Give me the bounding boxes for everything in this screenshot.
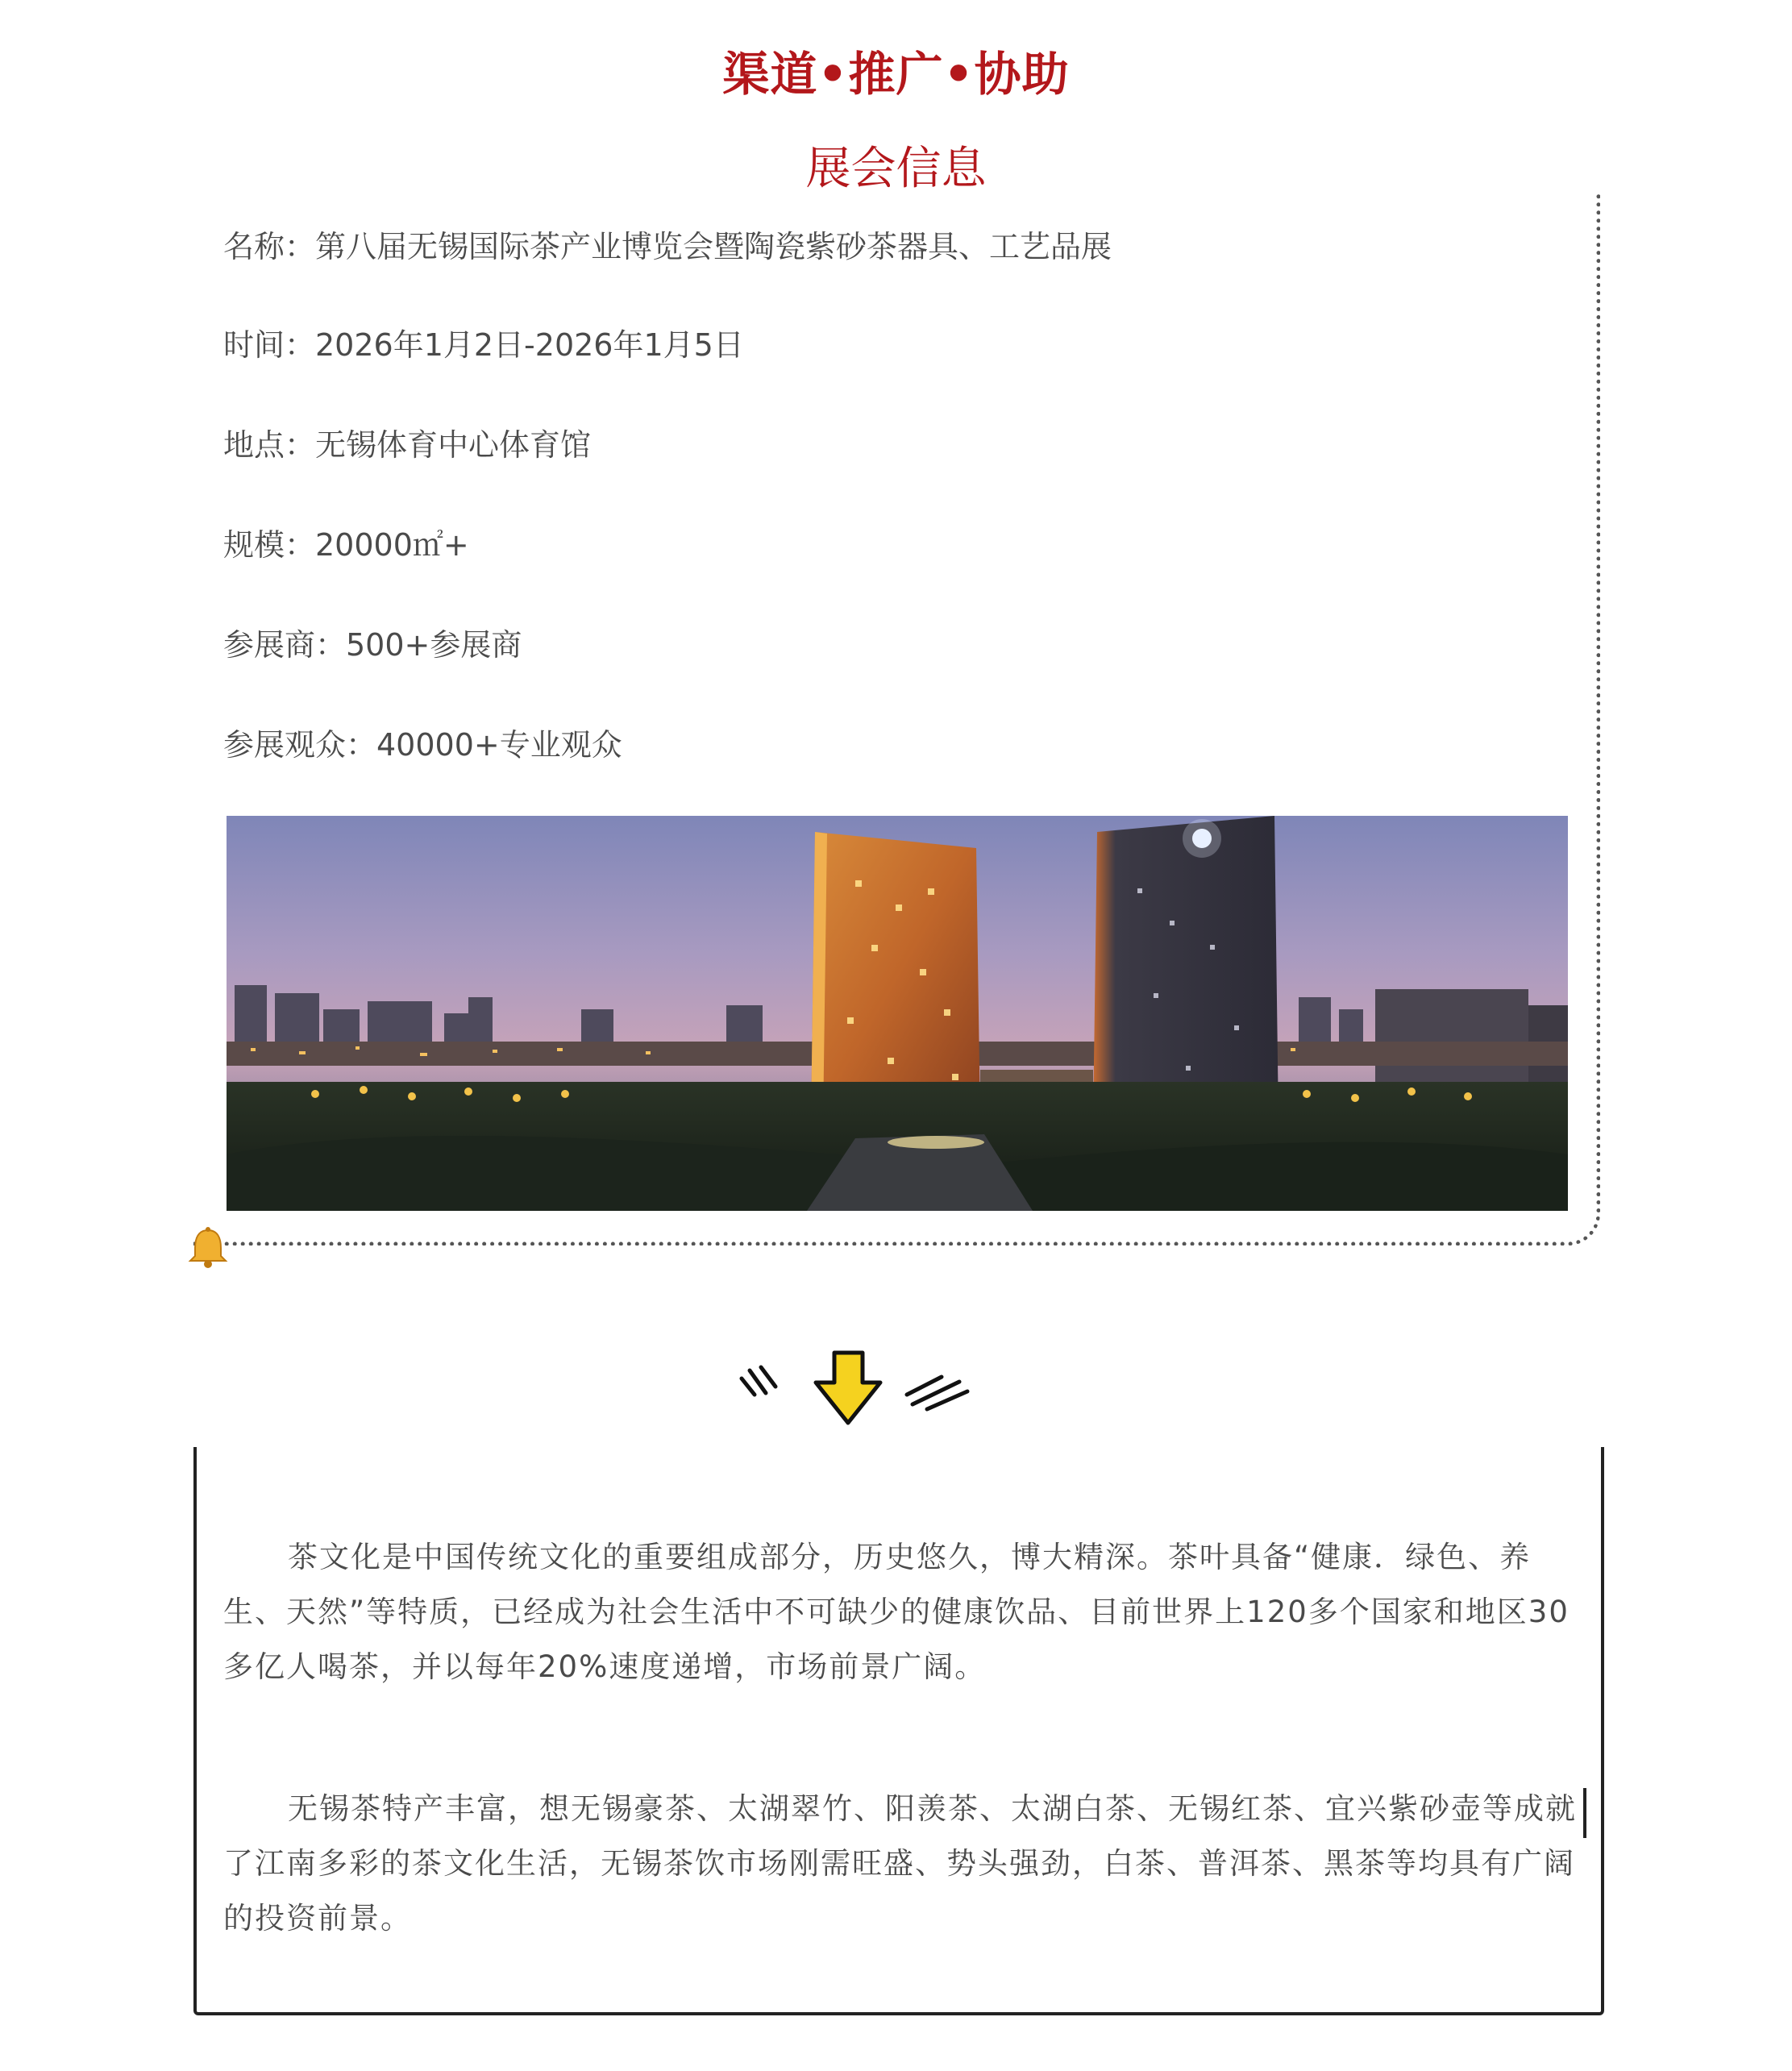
exhibition-time: 时间：2026年1月2日-2026年1月5日 — [223, 327, 744, 363]
article-paragraph-2: 无锡茶特产丰富，想无锡豪茶、太湖翠竹、阳羡茶、太湖白茶、无锡红茶、宜兴紫砂壶等成就了江南多彩的茶文化生活，无锡茶饮市场刚需旺盛、势头强劲，白茶、普洱茶、黑茶等均具有广阔的投资前景。 — [223, 1791, 1577, 1936]
exhibition-scale: 规模：20000㎡+ — [223, 527, 469, 563]
down-arrow-icon — [726, 1346, 983, 1435]
exhibition-exhibitors: 参展商：500+参展商 — [223, 627, 522, 663]
bell-icon — [184, 1224, 232, 1272]
exhibition-visitors: 参展观众：40000+专业观众 — [223, 727, 622, 763]
article-paragraph-1: 茶文化是中国传统文化的重要组成部分，历史悠久，博大精深。茶叶具备“健康．绿色、养生、天然”等特质，已经成为社会生活中不可缺少的健康饮品、目前世界上120多个国家和地区30多亿人喝茶，并以每年20%速度递增，市场前景广阔。 — [223, 1540, 1570, 1684]
section-subtitle: 展会信息 — [805, 143, 987, 195]
exhibition-venue: 地点：无锡体育中心体育馆 — [223, 427, 592, 463]
exhibition-name: 名称：第八届无锡国际茶产业博览会暨陶瓷紫砂茶器具、工艺品展 — [223, 229, 1112, 264]
venue-photo — [227, 816, 1568, 1211]
section-title: 渠道•推广•协助 — [722, 47, 1070, 102]
